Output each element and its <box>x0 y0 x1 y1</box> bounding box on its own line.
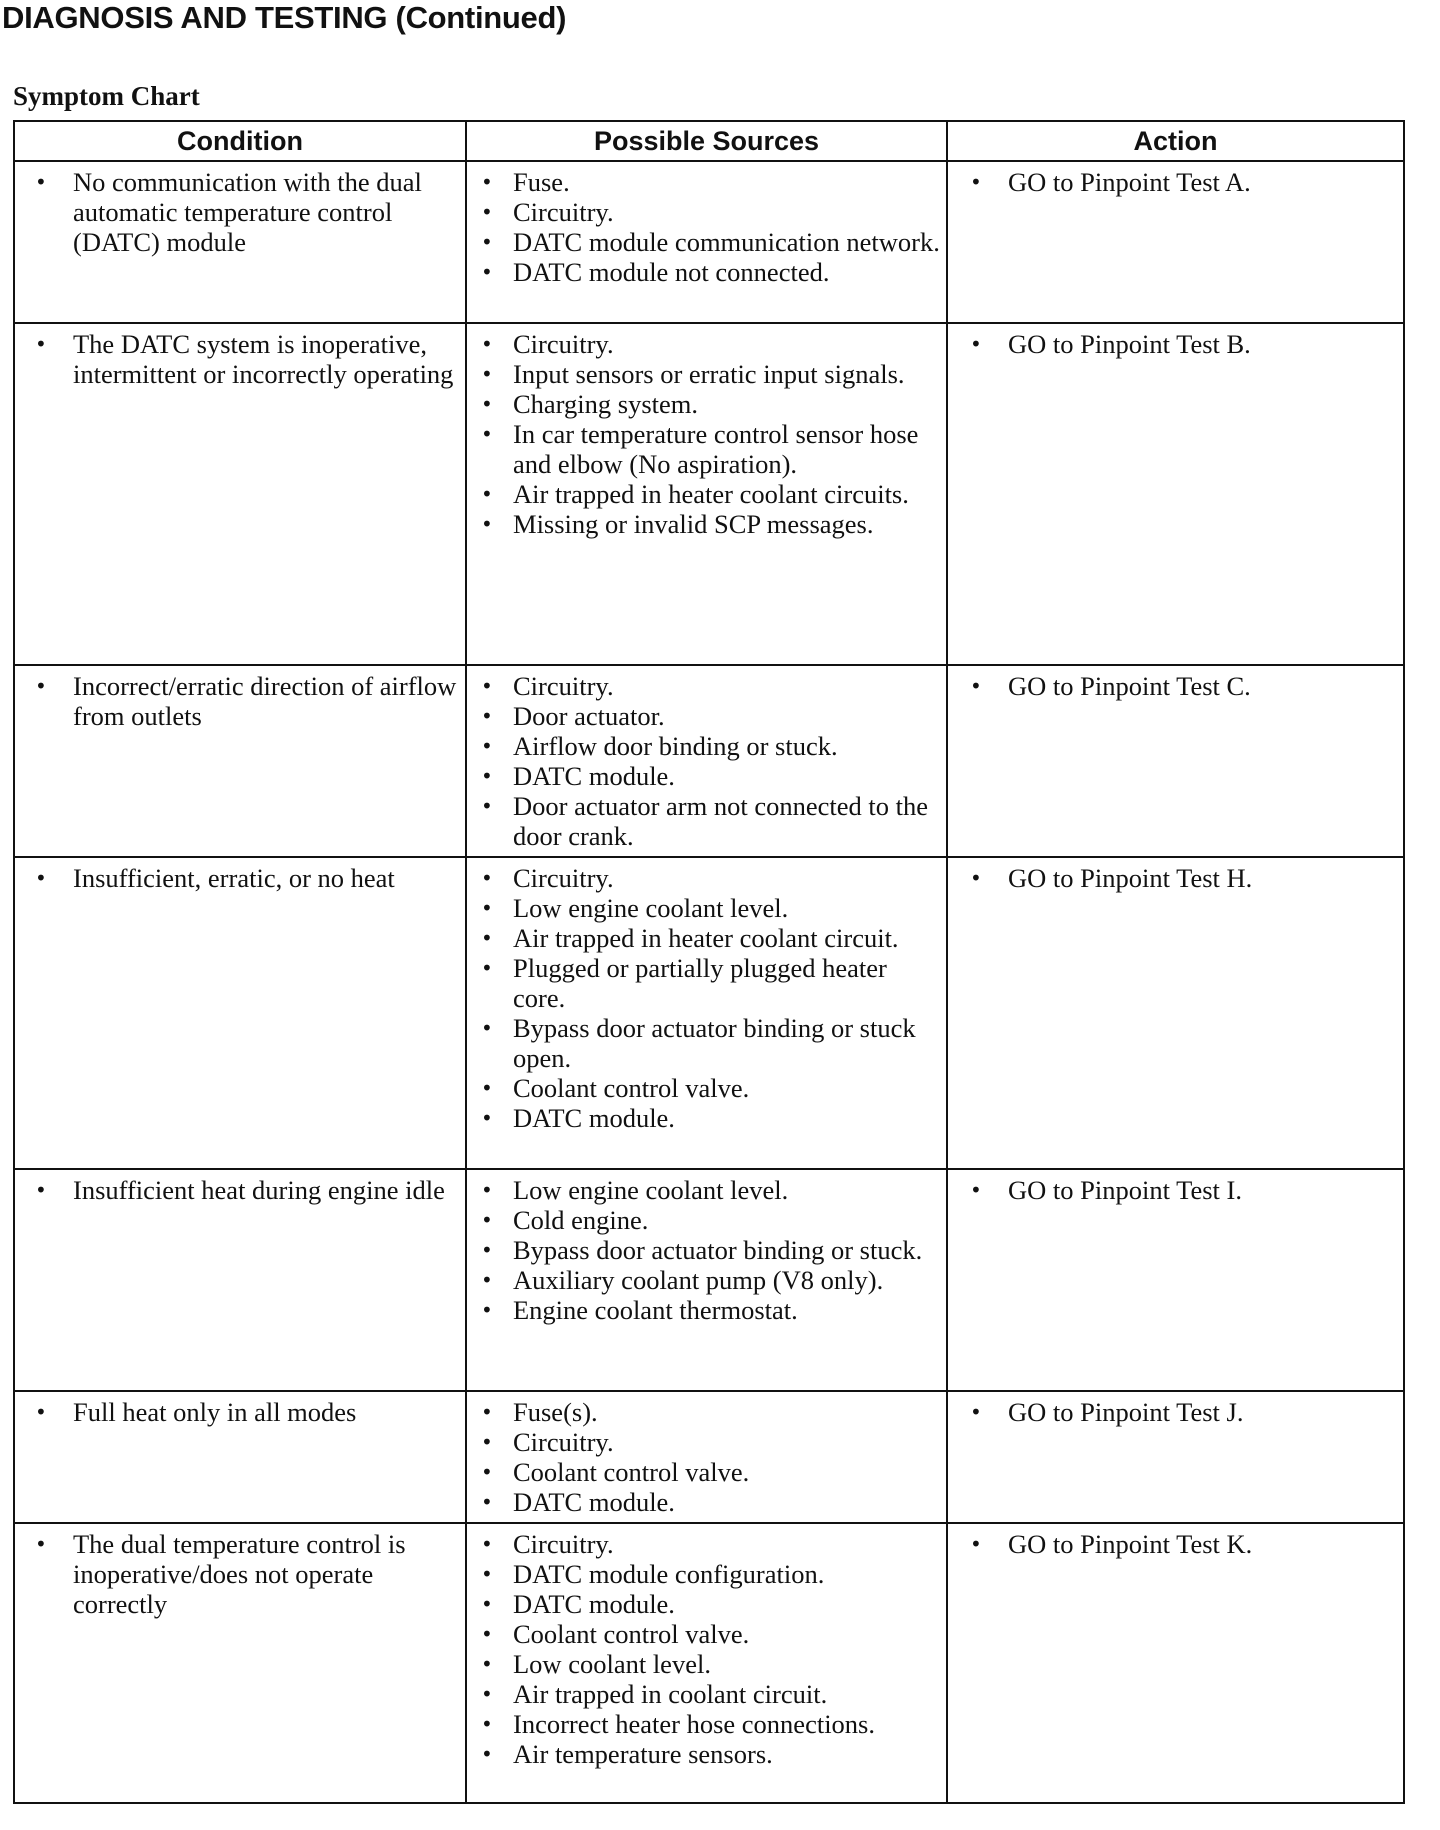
condition-text: • Incorrect/erratic direction of airflow from outlets <box>23 671 459 731</box>
source-item: • Circuitry. <box>475 671 940 701</box>
condition-text: • Full heat only in all modes <box>23 1397 459 1427</box>
source-item: • Cold engine. <box>475 1205 940 1235</box>
condition-text: • The dual temperature control is inoperative/does not operate correctly <box>23 1529 459 1619</box>
source-item: • DATC module communication network. <box>475 227 940 257</box>
table-row <box>14 857 1404 1169</box>
source-item: • Coolant control valve. <box>475 1457 940 1487</box>
source-item: • Coolant control valve. <box>475 1073 940 1103</box>
action-text: • GO to Pinpoint Test K. <box>956 1529 1397 1559</box>
condition-text: • Insufficient, erratic, or no heat <box>23 863 459 893</box>
source-item: • Bypass door actuator binding or stuck. <box>475 1235 940 1265</box>
column-header-condition: Condition <box>14 121 466 161</box>
condition-text: • No communication with the dual automatic temperature control (DATC) module <box>23 167 459 257</box>
action-cell <box>947 857 1404 1169</box>
condition-text: • Insufficient heat during engine idle <box>23 1175 459 1205</box>
sources-cell <box>466 857 947 1169</box>
action-text: • GO to Pinpoint Test A. <box>956 167 1397 197</box>
source-item: • Fuse(s). <box>475 1397 940 1427</box>
source-item: • DATC module. <box>475 1103 940 1133</box>
source-item: • Air trapped in heater coolant circuit. <box>475 923 940 953</box>
condition-cell <box>14 857 466 1169</box>
table-row <box>14 1391 1404 1523</box>
column-header-action: Action <box>947 121 1404 161</box>
action-cell <box>947 161 1404 323</box>
sources-cell <box>466 323 947 665</box>
source-item: • Plugged or partially plugged heater core. <box>475 953 940 1013</box>
source-item: • DATC module configuration. <box>475 1559 940 1589</box>
action-cell <box>947 1391 1404 1523</box>
source-item: • Air temperature sensors. <box>475 1739 940 1769</box>
source-item: • Fuse. <box>475 167 940 197</box>
action-cell <box>947 1523 1404 1803</box>
table-row <box>14 323 1404 665</box>
table-row <box>14 1523 1404 1803</box>
source-item: • Airflow door binding or stuck. <box>475 731 940 761</box>
sources-cell <box>466 161 947 323</box>
action-text: • GO to Pinpoint Test C. <box>956 671 1397 701</box>
source-item: • In car temperature control sensor hose and elbow (No aspiration). <box>475 419 940 479</box>
source-item: • DATC module. <box>475 761 940 791</box>
table-row <box>14 161 1404 323</box>
source-item: • Circuitry. <box>475 1427 940 1457</box>
source-item: • Missing or invalid SCP messages. <box>475 509 940 539</box>
sources-cell <box>466 665 947 857</box>
source-item: • Coolant control valve. <box>475 1619 940 1649</box>
source-item: • Input sensors or erratic input signals. <box>475 359 940 389</box>
source-item: • Door actuator. <box>475 701 940 731</box>
page-title: DIAGNOSIS AND TESTING (Continued) <box>2 0 567 35</box>
condition-cell <box>14 665 466 857</box>
action-text: • GO to Pinpoint Test J. <box>956 1397 1397 1427</box>
source-item: • Bypass door actuator binding or stuck open. <box>475 1013 940 1073</box>
table-row <box>14 665 1404 857</box>
source-item: • Engine coolant thermostat. <box>475 1295 940 1325</box>
sources-cell <box>466 1391 947 1523</box>
sources-cell <box>466 1169 947 1391</box>
source-item: • DATC module not connected. <box>475 257 940 287</box>
source-item: • DATC module. <box>475 1487 940 1517</box>
source-item: • Incorrect heater hose connections. <box>475 1709 940 1739</box>
source-item: • DATC module. <box>475 1589 940 1619</box>
condition-cell <box>14 1169 466 1391</box>
condition-cell <box>14 1523 466 1803</box>
source-item: • Circuitry. <box>475 197 940 227</box>
action-text: • GO to Pinpoint Test H. <box>956 863 1397 893</box>
action-cell <box>947 665 1404 857</box>
symptom-table <box>13 120 1405 1804</box>
source-item: • Circuitry. <box>475 329 940 359</box>
source-item: • Air trapped in heater coolant circuits. <box>475 479 940 509</box>
source-item: • Auxiliary coolant pump (V8 only). <box>475 1265 940 1295</box>
source-item: • Air trapped in coolant circuit. <box>475 1679 940 1709</box>
condition-cell <box>14 1391 466 1523</box>
table-row <box>14 1169 1404 1391</box>
source-item: • Charging system. <box>475 389 940 419</box>
sources-cell <box>466 1523 947 1803</box>
action-text: • GO to Pinpoint Test B. <box>956 329 1397 359</box>
source-item: • Circuitry. <box>475 863 940 893</box>
source-item: • Low engine coolant level. <box>475 893 940 923</box>
action-cell <box>947 323 1404 665</box>
condition-cell <box>14 161 466 323</box>
condition-text: • The DATC system is inoperative, intermittent or incorrectly operating <box>23 329 459 389</box>
action-text: • GO to Pinpoint Test I. <box>956 1175 1397 1205</box>
column-header-possible-sources: Possible Sources <box>466 121 947 161</box>
source-item: • Low engine coolant level. <box>475 1175 940 1205</box>
source-item: • Low coolant level. <box>475 1649 940 1679</box>
source-item: • Circuitry. <box>475 1529 940 1559</box>
action-cell <box>947 1169 1404 1391</box>
source-item: • Door actuator arm not connected to the door crank. <box>475 791 940 851</box>
chart-title: Symptom Chart <box>13 81 200 111</box>
condition-cell <box>14 323 466 665</box>
table-header-row <box>14 121 1404 161</box>
